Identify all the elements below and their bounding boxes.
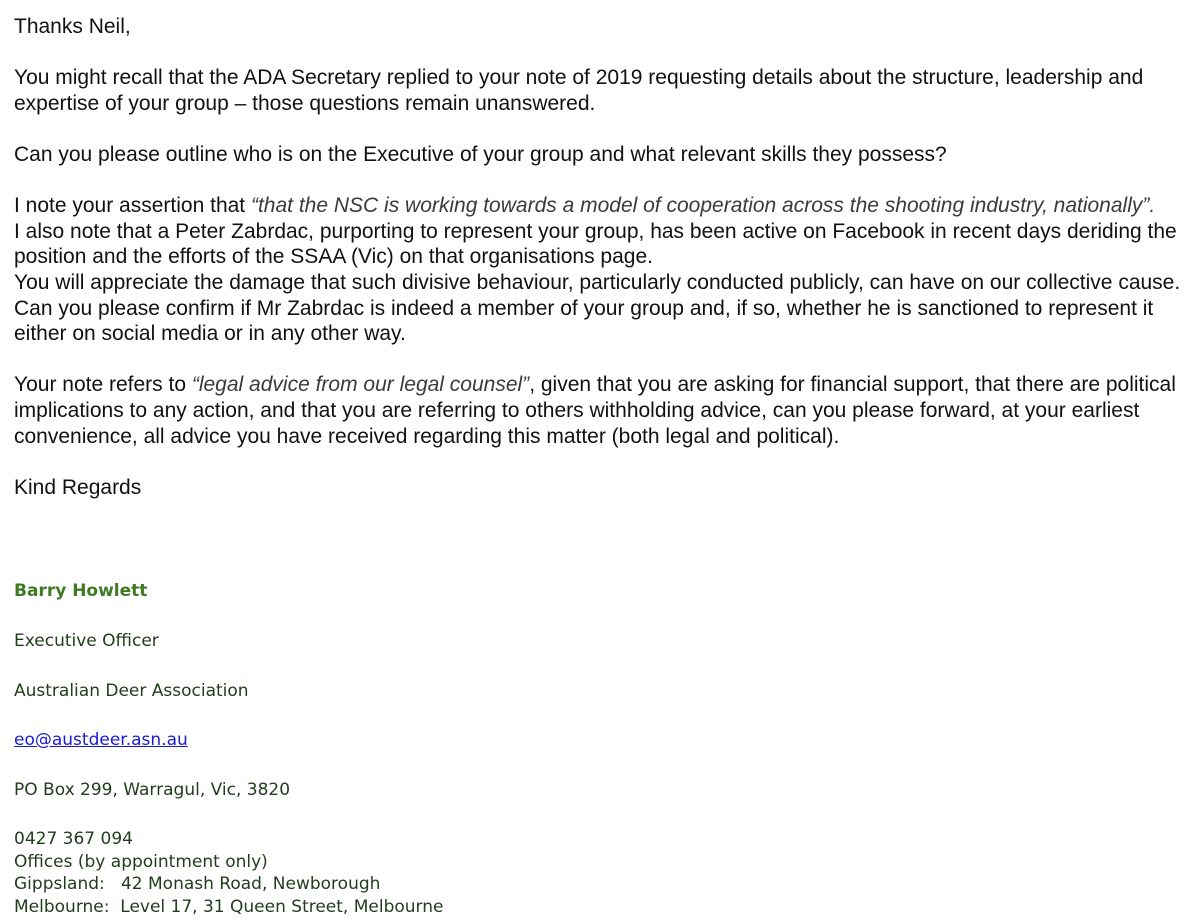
signature-email-link[interactable]: eo@austdeer.asn.au xyxy=(14,730,188,750)
paragraph-secretary-reply: You might recall that the ADA Secretary replied to your note of 2019 requesting details about the structure, leadership and expertise of your group – those questions remain unanswered. xyxy=(14,66,1144,115)
legal-quote: “legal advice from our legal counsel” xyxy=(191,373,530,397)
closing: Kind Regards xyxy=(14,475,142,499)
paragraph-assertion xyxy=(14,193,1186,219)
signature-title: Executive Officer xyxy=(14,631,159,651)
legal-suffix: , given that you are asking for financial support, that there are political implications to any action, and that you are referring to others withholding advice, can you please forward, at your earliest convenience, all advice you have received regarding this matter (both legal and political). xyxy=(14,373,1176,448)
paragraph-executive-question: Can you please outline who is on the Executive of your group and what relevant skills they possess? xyxy=(14,142,947,166)
signature-offices-note: Offices (by appointment only) xyxy=(14,851,268,872)
assertion-quote: “that the NSC is working towards a model of cooperation across the shooting industry, nationally”. xyxy=(250,194,1156,218)
email-body xyxy=(14,14,1186,500)
paragraph-membership-question: Can you please confirm if Mr Zabrdac is indeed a member of your group and, if so, whether he is sanctioned to represent it either on social media or in any other way. xyxy=(14,296,1154,346)
paragraph-legal-advice xyxy=(14,372,1186,449)
signature-phone: 0427 367 094 xyxy=(14,829,133,849)
signature-name: Barry Howlett xyxy=(14,581,148,601)
signature-contact-block xyxy=(14,828,1186,918)
signature-email-row xyxy=(14,729,1186,752)
signature-gippsland-office: Gippsland: 42 Monash Road, Newborough xyxy=(14,874,381,894)
signature-organisation: Australian Deer Association xyxy=(14,681,249,701)
signature-po-box: PO Box 299, Warragul, Vic, 3820 xyxy=(14,780,291,800)
greeting: Thanks Neil, xyxy=(14,15,131,38)
legal-prefix: Your note refers to xyxy=(14,373,192,397)
paragraph-facebook: I also note that a Peter Zabrdac, purporting to represent your group, has been active on Facebook in recent days deriding the position and the efforts of the SSAA (Vic) on that organisations page. xyxy=(14,219,1177,269)
paragraph-damage: You will appreciate the damage that such divisive behaviour, particularly conducted publicly, can have on our collective cause. xyxy=(14,270,1181,294)
signature-melbourne-office: Melbourne: Level 17, 31 Queen Street, Melbourne xyxy=(14,896,444,917)
assertion-prefix: I note your assertion that xyxy=(14,194,251,218)
